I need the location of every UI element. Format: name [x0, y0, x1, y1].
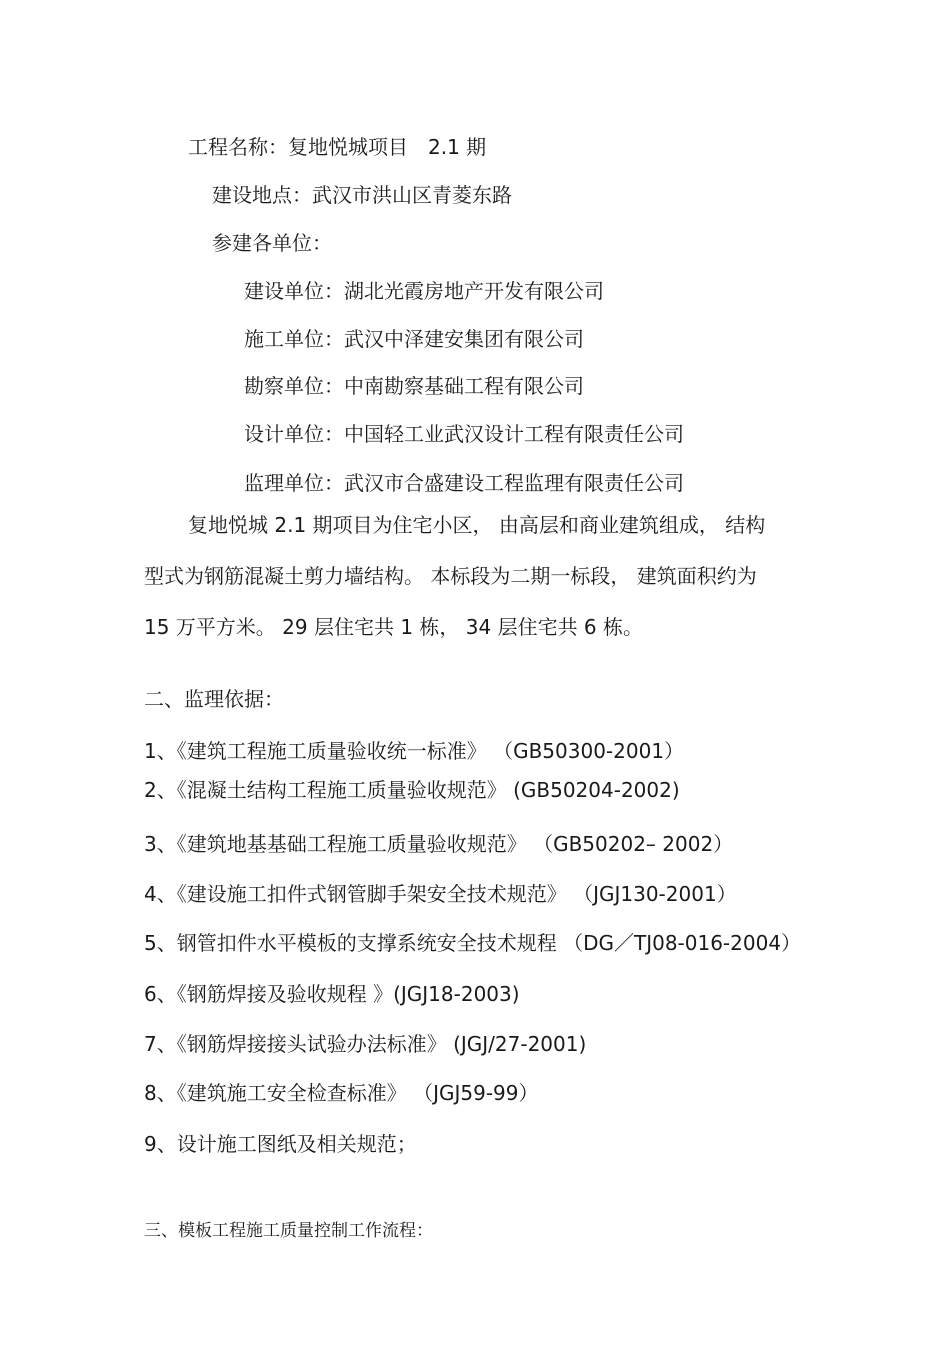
section-heading: 三、模板工程施工质量控制工作流程：	[144, 1221, 433, 1241]
basis-item: 3、《建筑地基基础工程施工质量验收规范》 （GB50202– 2002）	[144, 832, 734, 856]
unit-line: 设计单位：中国轻工业武汉设计工程有限责任公司	[244, 422, 684, 446]
basis-item: 9、设计施工图纸及相关规范；	[144, 1132, 417, 1156]
unit-line: 监理单位：武汉市合盛建设工程监理有限责任公司	[244, 471, 684, 495]
project-name: 工程名称：复地悦城项目 2.1 期	[188, 135, 487, 159]
basis-item: 2、《混凝土结构工程施工质量验收规范》 (GB50204-2002)	[144, 778, 680, 802]
basis-item: 6、《钢筋焊接及验收规程 》(JGJ18-2003)	[144, 982, 520, 1006]
description-line: 复地悦城 2.1 期项目为住宅小区， 由高层和商业建筑组成， 结构	[188, 513, 766, 537]
section-heading: 二、监理依据：	[144, 687, 284, 711]
unit-line: 建设单位：湖北光霞房地产开发有限公司	[244, 279, 604, 303]
unit-line: 施工单位：武汉中泽建安集团有限公司	[244, 327, 584, 351]
basis-item: 5、钢管扣件水平模板的支撑系统安全技术规程 （DG／TJ08-016-2004）	[144, 931, 802, 955]
basis-item: 8、《建筑施工安全检查标准》 （JGJ59-99）	[144, 1081, 539, 1105]
description-line: 15 万平方米。 29 层住宅共 1 栋， 34 层住宅共 6 栋。	[144, 615, 644, 639]
project-location: 建设地点：武汉市洪山区青菱东路	[212, 183, 512, 207]
description-line: 型式为钢筋混凝土剪力墙结构。 本标段为二期一标段， 建筑面积约为	[144, 564, 757, 588]
unit-line: 勘察单位：中南勘察基础工程有限公司	[244, 374, 584, 398]
basis-item: 7、《钢筋焊接接头试验办法标准》 (JGJ/27-2001)	[144, 1032, 587, 1056]
units-heading: 参建各单位：	[212, 231, 332, 255]
basis-item: 4、《建设施工扣件式钢管脚手架安全技术规范》 （JGJ130-2001）	[144, 882, 737, 906]
basis-item: 1、《建筑工程施工质量验收统一标准》 （GB50300-2001）	[144, 739, 685, 763]
